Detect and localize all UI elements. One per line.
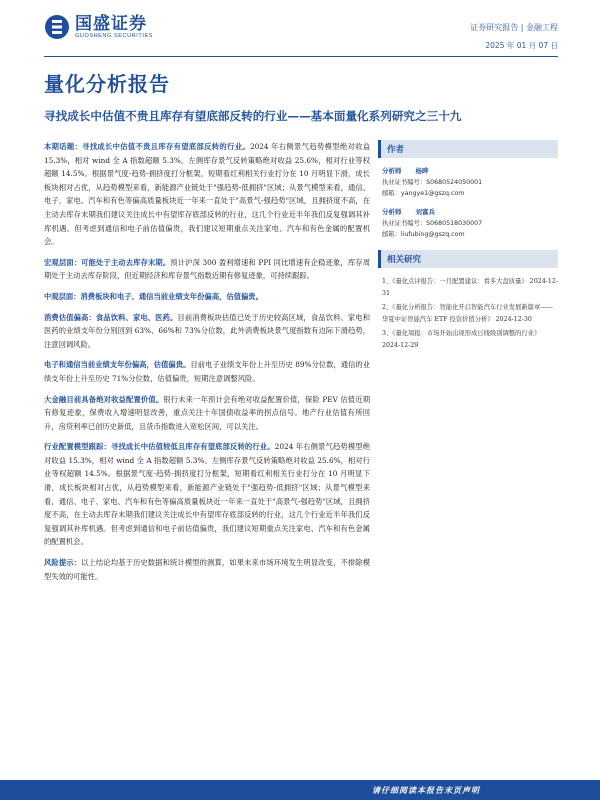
section-body: 以上结论均基于历史数据和统计模型的测算，如果未来市场环境发生明显改变，不排除模型失效的可能性。 — [44, 558, 371, 581]
section-body: 目前消费板块估值已处于历史较高区域，食品饮料、家电和医药的业绩支年份分别回到 63%、66%和 73%分位数，此外消费板块景气度指数有边际下滑趋势，注意回调风险。 — [44, 312, 371, 349]
section-lead: 宏观层面：可能处于主动去库存末期。 — [44, 257, 171, 267]
section-body: 银行未来一年预计会有绝对收益配置价值，保险 PEV 估值近期有修复迹象，保费收入增速明显改善，重点关注十年国债收益率的拐点信号。地产行业估值有所回升，房贷利率已创历史新低，且货币指数进入宽松区间，可以关注。 — [44, 394, 370, 431]
related-research-heading: 相关研究 — [378, 250, 558, 268]
section-body: 2024 年右侧景气趋势模型绝对收益 15.3%，相对 wind 全 A 指数超额 5.3%。左侧库存景气反转策略绝对收益 25.6%，相对行业等权超额 14.5%。根据景气度-趋势-拥挤度打分框架，短期看红利相关行业打分在 10 月明显下滑，成长板块相对占优，从趋势模型来看，新能源产业链处于"强趋势-低拥挤"区域；从景气模型来看，通信、电子、家电、汽车和有色等偏高质量板块近一年来一直处于"高景气-强趋势"区域，且拥挤度不高，在主动去库存末期我们建议关注成长中有望库存底部反转的行业，这几个行业近半年我们反复强调其补库机遇。但考虑到通信和电子前估值偏贵，我们建议短期重点关注家电、汽车和有色金属的配置机会。 — [44, 142, 371, 247]
section-industry-model — [44, 440, 370, 549]
section-topic — [44, 140, 370, 249]
related-research-list — [378, 276, 558, 352]
report-category: 证券研究报告 | 金融工程 — [470, 23, 558, 32]
header-divider — [44, 56, 558, 57]
analyst-card — [378, 166, 558, 199]
logo — [44, 14, 153, 40]
section-electronics — [44, 358, 370, 385]
analyst-role: 分析师 — [382, 167, 402, 175]
related-research-item[interactable]: 2、《量化分析报告：智能化开启智能汽车行业发展新篇章——华夏中证智能汽车 ETF 投资价值分析》 2024-12-30 — [382, 304, 553, 323]
section-consumer — [44, 311, 370, 352]
analyst-license: 执业证书编号：S0680524050001 — [382, 179, 483, 186]
related-research-item[interactable]: 3、《量化周报：市场开始出现形成日线级别调整的行业》 2024-12-29 — [382, 330, 541, 349]
section-body: 目前电子业绩支年份上升至历史 89%分位数，通信的业绩支年份上升至历史 71%分位数，估值偏贵，短期注意调整风险。 — [44, 360, 371, 383]
section-lead: 中观层面：消费板块和电子、通信当前业绩支年份偏高，估值偏贵。 — [44, 291, 263, 301]
main-summary — [44, 140, 370, 590]
report-date: 2025 年 01 月 07 日 — [485, 41, 558, 50]
logo-english-name: GUOSHENG SECURITIES — [75, 33, 154, 39]
analyst-license: 执业证书编号：S0680518030007 — [382, 220, 483, 227]
sidebar — [378, 140, 558, 354]
report-title: 寻找成长中估值不贵且库存有望底部反转的行业——基本面量化系列研究之三十九 — [44, 109, 462, 123]
analyst-card — [378, 207, 558, 240]
logo-chinese-name: 国盛证券 — [75, 14, 147, 34]
section-macro — [44, 256, 370, 283]
analyst-email[interactable]: 邮箱：liufubing@gszq.com — [382, 231, 465, 238]
analyst-name: 杨晔 — [415, 167, 429, 175]
section-lead: 行业配置模型跟踪：寻找成长中估值较低且库存有望底部反转的行业。 — [44, 442, 275, 452]
section-lead: 消费估值偏高：食品饮料、家电、医药。 — [44, 312, 178, 322]
authors-heading: 作者 — [378, 140, 558, 158]
section-risk — [44, 556, 370, 583]
section-body: 2024 年右侧景气趋势模型绝对收益 15.3%，相对 wind 全 A 指数超额 5.3%。左侧库存景气反转策略绝对收益 25.6%，相对行业等权超额 14.5%。根据景气度-趋势-拥挤度打分框架，短期看红利相关行业打分在 10 月明显下滑，成长板块相对占优，从趋势模型来看，新能源产业链处于"强趋势-低拥挤"区域；从景气模型来看，通信、电子、家电、汽车和有色等偏高质量板块近一年来一直处于"高景气-强趋势"区域，且拥挤度不高，在主动去库存末期我们建议关注成长中有望库存底部反转的行业，这几个行业近半年我们反复强调其补库机遇。但考虑到通信和电子前估值偏贵，我们建议短期重点关注家电、汽车和有色金属的配置机会。 — [44, 442, 371, 547]
section-lead: 本期话题：寻找成长中估值不贵且库存有望底部反转的行业。 — [44, 142, 250, 151]
section-meso — [44, 290, 370, 304]
footer-disclaimer: 请仔细阅读本报告末页声明 — [372, 785, 480, 795]
section-lead: 风险提示： — [44, 558, 82, 568]
section-lead: 电子和通信当前业绩支年份偏高，估值偏贵。 — [44, 360, 191, 370]
section-body: 预计沪深 300 盈利增速和 PPI 同比增速有企稳迹象，库存周期处于主动去库存阶段，但近期经济和库存景气指数近期有修复迹象，可持续跟踪。 — [44, 257, 371, 281]
guosheng-logo-icon — [44, 14, 70, 40]
analyst-email[interactable]: 邮箱：yangye1@gszq.com — [382, 190, 465, 197]
report-type: 量化分析报告 — [44, 72, 170, 96]
section-finance — [44, 393, 370, 434]
analyst-name: 刘富兵 — [415, 208, 435, 216]
footer-bar — [0, 780, 600, 800]
analyst-role: 分析师 — [382, 208, 402, 216]
related-research-item[interactable]: 1、《量化点评报告：一月配置建议：看多大盘质量》 2024-12-31 — [382, 278, 558, 297]
section-lead: 大金融目前具备绝对收益配置价值。 — [44, 394, 164, 404]
